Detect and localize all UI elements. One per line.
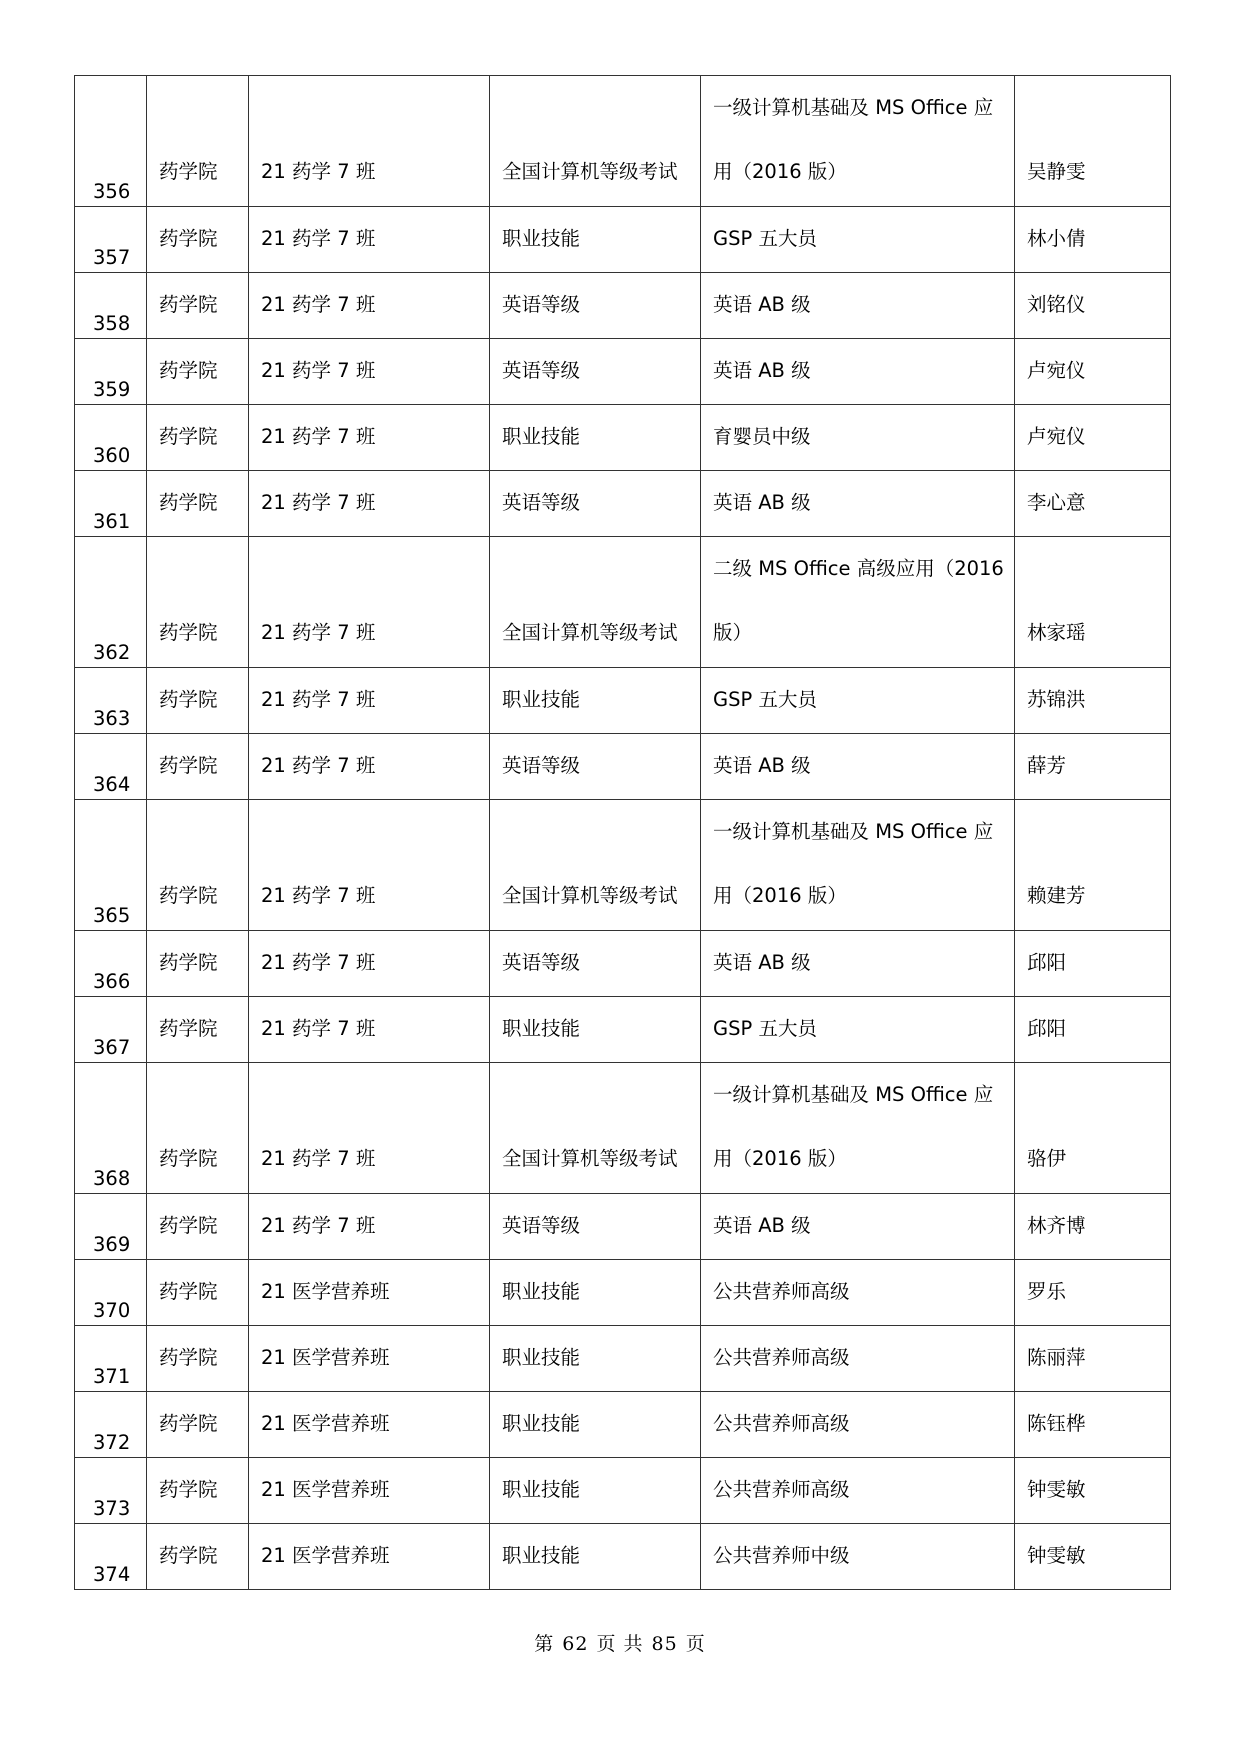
cell-name: [1015, 668, 1171, 734]
class-text: 21 医学营养班: [261, 1412, 390, 1435]
cell-item: [701, 1392, 1015, 1458]
item-text: 公共营养师高级: [713, 1478, 850, 1501]
cell-college: [147, 1063, 249, 1194]
footer-suffix: 页: [685, 1633, 706, 1655]
table-row: [75, 339, 1171, 405]
person-name: 卢宛仪: [1027, 359, 1086, 382]
person-name: 吴静雯: [1027, 160, 1086, 183]
item-text: GSP 五大员: [713, 1017, 817, 1040]
cell-category: [490, 537, 701, 668]
category-text: 职业技能: [502, 1346, 581, 1369]
person-name: 林家瑶: [1027, 621, 1086, 644]
cell-college: [147, 1392, 249, 1458]
footer-prefix: 第: [534, 1633, 555, 1655]
cell-name: [1015, 1326, 1171, 1392]
footer-middle: 页 共: [596, 1633, 644, 1655]
cell-item: [701, 471, 1015, 537]
cell-item: [701, 668, 1015, 734]
item-text: 公共营养师高级: [713, 1346, 850, 1369]
cell-category: [490, 734, 701, 800]
cell-name: [1015, 931, 1171, 997]
cell-number: [75, 997, 147, 1063]
cell-number: [75, 207, 147, 273]
cell-number: [75, 273, 147, 339]
cell-number: [75, 668, 147, 734]
category-text: 职业技能: [502, 1280, 581, 1303]
cell-name: [1015, 471, 1171, 537]
category-text: 职业技能: [502, 227, 581, 250]
college-text: 药学院: [159, 359, 218, 382]
person-name: 林小倩: [1027, 227, 1086, 250]
person-name: 李心意: [1027, 491, 1086, 514]
cell-number: [75, 405, 147, 471]
item-text: 公共营养师高级: [713, 1280, 850, 1303]
class-text: 21 药学 7 班: [261, 1214, 376, 1237]
cell-category: [490, 800, 701, 931]
class-text: 21 药学 7 班: [261, 1017, 376, 1040]
item-text: 英语 AB 级: [713, 359, 811, 382]
row-number: 365: [93, 904, 131, 927]
cell-item: [701, 1063, 1015, 1194]
row-number: 373: [93, 1497, 131, 1520]
table-row: [75, 668, 1171, 734]
class-text: 21 医学营养班: [261, 1478, 390, 1501]
row-number: 356: [93, 180, 131, 203]
cell-number: [75, 76, 147, 207]
person-name: 钟雯敏: [1027, 1544, 1086, 1567]
cell-class: [249, 734, 490, 800]
class-text: 21 药学 7 班: [261, 884, 376, 907]
table-row: [75, 405, 1171, 471]
cell-category: [490, 1063, 701, 1194]
category-text: 全国计算机等级考试: [502, 884, 678, 907]
category-text: 职业技能: [502, 1412, 581, 1435]
item-line-2: 用（2016 版）: [713, 160, 847, 183]
cell-college: [147, 207, 249, 273]
cell-item: [701, 997, 1015, 1063]
row-number: 367: [93, 1036, 131, 1059]
person-name: 邱阳: [1027, 1017, 1067, 1040]
person-name: 骆伊: [1027, 1147, 1067, 1170]
item-text: 英语 AB 级: [713, 951, 811, 974]
category-text: 职业技能: [502, 688, 581, 711]
cell-college: [147, 537, 249, 668]
cell-number: [75, 1194, 147, 1260]
cell-name: [1015, 537, 1171, 668]
row-number: 366: [93, 970, 131, 993]
college-text: 药学院: [159, 884, 218, 907]
category-text: 英语等级: [502, 951, 581, 974]
person-name: 林齐博: [1027, 1214, 1086, 1237]
class-text: 21 药学 7 班: [261, 359, 376, 382]
item-text: 公共营养师高级: [713, 1412, 850, 1435]
cell-class: [249, 1260, 490, 1326]
cell-name: [1015, 339, 1171, 405]
cell-name: [1015, 1194, 1171, 1260]
category-text: 英语等级: [502, 754, 581, 777]
table-row: [75, 1458, 1171, 1524]
cell-item: [701, 207, 1015, 273]
cell-college: [147, 405, 249, 471]
category-text: 英语等级: [502, 1214, 581, 1237]
cell-number: [75, 1392, 147, 1458]
table-row: [75, 1063, 1171, 1194]
row-number: 374: [93, 1563, 131, 1586]
cell-class: [249, 1063, 490, 1194]
cell-number: [75, 1458, 147, 1524]
college-text: 药学院: [159, 951, 218, 974]
table-row: [75, 997, 1171, 1063]
cell-class: [249, 405, 490, 471]
college-text: 药学院: [159, 688, 218, 711]
table-row: [75, 1260, 1171, 1326]
college-text: 药学院: [159, 1478, 218, 1501]
cell-name: [1015, 997, 1171, 1063]
cell-college: [147, 734, 249, 800]
cell-number: [75, 1524, 147, 1590]
table-body: [75, 76, 1171, 1590]
row-number: 372: [93, 1431, 131, 1454]
cell-number: [75, 1063, 147, 1194]
row-number: 359: [93, 378, 131, 401]
table-row: [75, 471, 1171, 537]
cell-college: [147, 471, 249, 537]
item-text: 育婴员中级: [713, 425, 811, 448]
cell-category: [490, 273, 701, 339]
cell-number: [75, 339, 147, 405]
class-text: 21 医学营养班: [261, 1544, 390, 1567]
cell-class: [249, 1458, 490, 1524]
cell-class: [249, 76, 490, 207]
cell-college: [147, 668, 249, 734]
row-number: 358: [93, 312, 131, 335]
person-name: 薛芳: [1027, 754, 1067, 777]
cell-college: [147, 800, 249, 931]
class-text: 21 药学 7 班: [261, 621, 376, 644]
cell-class: [249, 339, 490, 405]
class-text: 21 药学 7 班: [261, 754, 376, 777]
college-text: 药学院: [159, 1147, 218, 1170]
person-name: 陈钰桦: [1027, 1412, 1086, 1435]
row-number: 357: [93, 246, 131, 269]
cell-college: [147, 1458, 249, 1524]
cell-item: [701, 537, 1015, 668]
item-text: 英语 AB 级: [713, 293, 811, 316]
category-text: 职业技能: [502, 1478, 581, 1501]
cell-number: [75, 1326, 147, 1392]
table-row: [75, 76, 1171, 207]
cell-number: [75, 471, 147, 537]
category-text: 英语等级: [502, 491, 581, 514]
category-text: 职业技能: [502, 1544, 581, 1567]
row-number: 369: [93, 1233, 131, 1256]
college-text: 药学院: [159, 293, 218, 316]
cell-number: [75, 800, 147, 931]
cell-name: [1015, 207, 1171, 273]
cell-category: [490, 207, 701, 273]
item-line-1: 一级计算机基础及 MS Office 应: [713, 820, 994, 843]
cell-class: [249, 1326, 490, 1392]
college-text: 药学院: [159, 1412, 218, 1435]
cell-number: [75, 734, 147, 800]
cell-item: [701, 1194, 1015, 1260]
cell-item: [701, 1260, 1015, 1326]
row-number: 362: [93, 641, 131, 664]
cell-name: [1015, 800, 1171, 931]
footer-page-number: 62: [562, 1633, 589, 1655]
cell-item: [701, 931, 1015, 997]
college-text: 药学院: [159, 1346, 218, 1369]
cell-college: [147, 339, 249, 405]
cell-college: [147, 1194, 249, 1260]
college-text: 药学院: [159, 1017, 218, 1040]
row-number: 371: [93, 1365, 131, 1388]
college-text: 药学院: [159, 227, 218, 250]
cell-class: [249, 997, 490, 1063]
cell-item: [701, 800, 1015, 931]
cell-category: [490, 339, 701, 405]
class-text: 21 药学 7 班: [261, 160, 376, 183]
cell-college: [147, 931, 249, 997]
item-line-2: 用（2016 版）: [713, 1147, 847, 1170]
category-text: 英语等级: [502, 293, 581, 316]
cell-college: [147, 1260, 249, 1326]
table-row: [75, 734, 1171, 800]
cell-item: [701, 1524, 1015, 1590]
record-table-container: [74, 75, 1170, 1590]
cell-college: [147, 273, 249, 339]
class-text: 21 药学 7 班: [261, 951, 376, 974]
cell-college: [147, 997, 249, 1063]
footer-total-pages: 85: [651, 1633, 678, 1655]
cell-item: [701, 76, 1015, 207]
table-row: [75, 537, 1171, 668]
college-text: 药学院: [159, 491, 218, 514]
row-number: 363: [93, 707, 131, 730]
cell-category: [490, 1524, 701, 1590]
cell-category: [490, 668, 701, 734]
cell-name: [1015, 1063, 1171, 1194]
college-text: 药学院: [159, 1544, 218, 1567]
cell-category: [490, 76, 701, 207]
item-text: 英语 AB 级: [713, 1214, 811, 1237]
cell-college: [147, 1326, 249, 1392]
cell-category: [490, 1392, 701, 1458]
table-row: [75, 1326, 1171, 1392]
cell-name: [1015, 1458, 1171, 1524]
item-line-2: 版）: [713, 621, 753, 644]
college-text: 药学院: [159, 621, 218, 644]
cell-class: [249, 273, 490, 339]
cell-class: [249, 800, 490, 931]
row-number: 360: [93, 444, 131, 467]
person-name: 卢宛仪: [1027, 425, 1086, 448]
class-text: 21 药学 7 班: [261, 688, 376, 711]
row-number: 370: [93, 1299, 131, 1322]
table-row: [75, 1524, 1171, 1590]
college-text: 药学院: [159, 160, 218, 183]
cell-class: [249, 207, 490, 273]
table-row: [75, 800, 1171, 931]
cell-college: [147, 1524, 249, 1590]
cell-name: [1015, 1524, 1171, 1590]
cell-category: [490, 1458, 701, 1524]
person-name: 刘铭仪: [1027, 293, 1086, 316]
cell-class: [249, 931, 490, 997]
cell-class: [249, 1194, 490, 1260]
person-name: 邱阳: [1027, 951, 1067, 974]
table-row: [75, 273, 1171, 339]
college-text: 药学院: [159, 1280, 218, 1303]
cell-number: [75, 1260, 147, 1326]
cell-item: [701, 405, 1015, 471]
cell-item: [701, 339, 1015, 405]
college-text: 药学院: [159, 754, 218, 777]
category-text: 全国计算机等级考试: [502, 621, 678, 644]
person-name: 罗乐: [1027, 1280, 1067, 1303]
cell-item: [701, 1326, 1015, 1392]
record-table: [74, 75, 1171, 1590]
class-text: 21 药学 7 班: [261, 293, 376, 316]
row-number: 368: [93, 1167, 131, 1190]
cell-name: [1015, 405, 1171, 471]
class-text: 21 医学营养班: [261, 1346, 390, 1369]
cell-class: [249, 668, 490, 734]
cell-category: [490, 471, 701, 537]
item-text: 公共营养师中级: [713, 1544, 850, 1567]
person-name: 苏锦洪: [1027, 688, 1086, 711]
table-row: [75, 931, 1171, 997]
person-name: 钟雯敏: [1027, 1478, 1086, 1501]
college-text: 药学院: [159, 1214, 218, 1237]
cell-item: [701, 273, 1015, 339]
cell-category: [490, 997, 701, 1063]
category-text: 职业技能: [502, 425, 581, 448]
cell-name: [1015, 273, 1171, 339]
item-text: GSP 五大员: [713, 688, 817, 711]
person-name: 陈丽萍: [1027, 1346, 1086, 1369]
class-text: 21 药学 7 班: [261, 491, 376, 514]
category-text: 英语等级: [502, 359, 581, 382]
item-text: GSP 五大员: [713, 227, 817, 250]
cell-category: [490, 1326, 701, 1392]
college-text: 药学院: [159, 425, 218, 448]
item-line-1: 二级 MS Office 高级应用（2016: [713, 557, 1004, 580]
cell-name: [1015, 1260, 1171, 1326]
class-text: 21 药学 7 班: [261, 227, 376, 250]
table-row: [75, 1392, 1171, 1458]
cell-class: [249, 537, 490, 668]
item-text: 英语 AB 级: [713, 754, 811, 777]
cell-class: [249, 1392, 490, 1458]
cell-name: [1015, 76, 1171, 207]
cell-college: [147, 76, 249, 207]
cell-number: [75, 537, 147, 668]
category-text: 全国计算机等级考试: [502, 160, 678, 183]
item-line-2: 用（2016 版）: [713, 884, 847, 907]
item-line-1: 一级计算机基础及 MS Office 应: [713, 1083, 994, 1106]
cell-name: [1015, 734, 1171, 800]
cell-class: [249, 1524, 490, 1590]
item-text: 英语 AB 级: [713, 491, 811, 514]
class-text: 21 药学 7 班: [261, 1147, 376, 1170]
cell-class: [249, 471, 490, 537]
person-name: 赖建芳: [1027, 884, 1086, 907]
cell-number: [75, 931, 147, 997]
item-line-1: 一级计算机基础及 MS Office 应: [713, 96, 994, 119]
category-text: 全国计算机等级考试: [502, 1147, 678, 1170]
class-text: 21 药学 7 班: [261, 425, 376, 448]
cell-category: [490, 1194, 701, 1260]
cell-category: [490, 931, 701, 997]
row-number: 364: [93, 773, 131, 796]
cell-item: [701, 1458, 1015, 1524]
cell-category: [490, 405, 701, 471]
cell-name: [1015, 1392, 1171, 1458]
class-text: 21 医学营养班: [261, 1280, 390, 1303]
row-number: 361: [93, 510, 131, 533]
table-row: [75, 207, 1171, 273]
category-text: 职业技能: [502, 1017, 581, 1040]
cell-category: [490, 1260, 701, 1326]
page-footer: [0, 1629, 1240, 1656]
cell-item: [701, 734, 1015, 800]
table-row: [75, 1194, 1171, 1260]
